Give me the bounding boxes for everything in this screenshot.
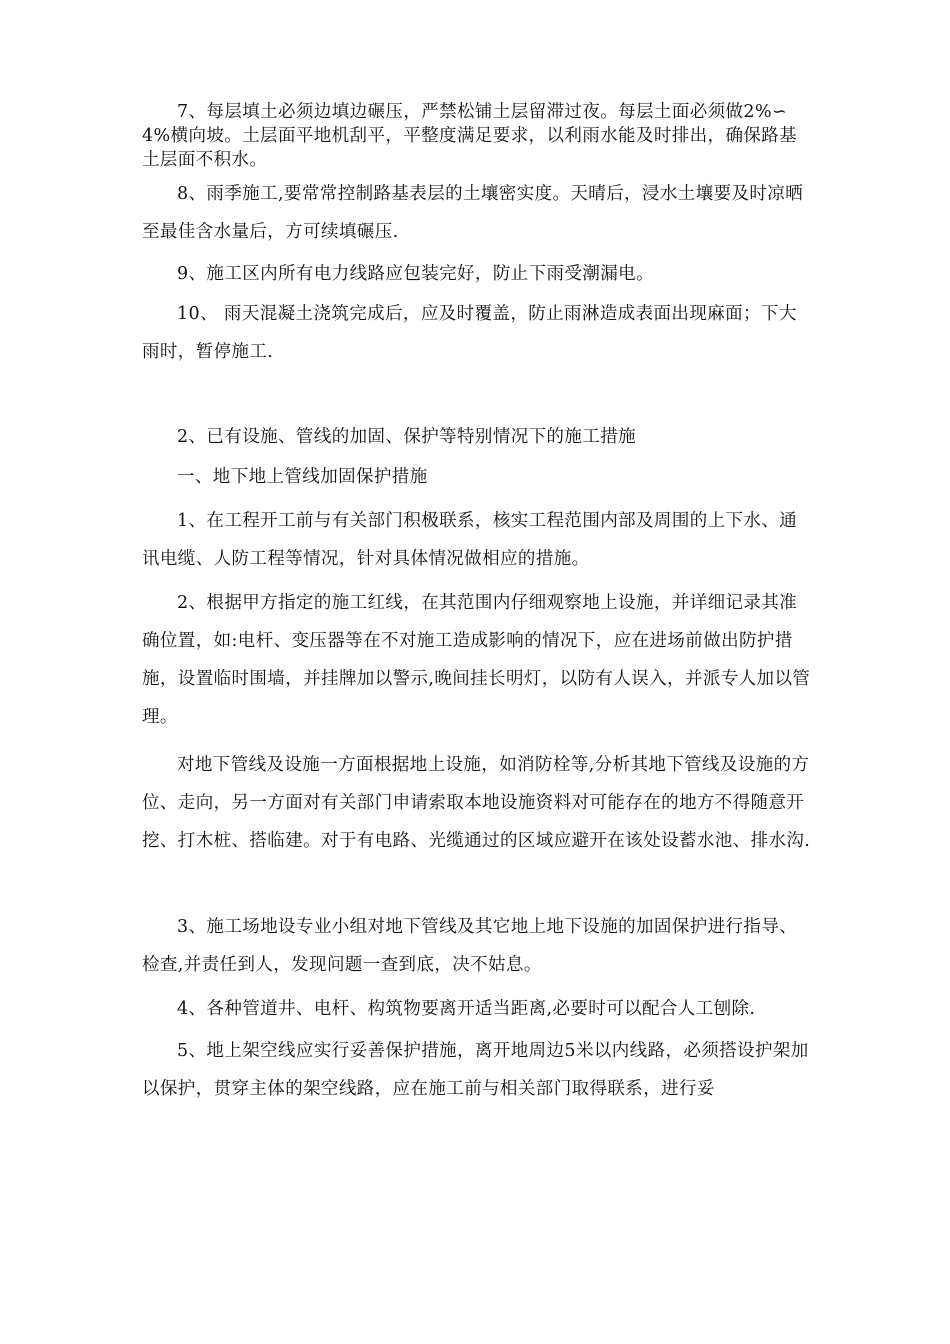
paragraph-item-1: 1、在工程开工前与有关部门积极联系，核实工程范围内部及周围的上下水、通讯电缆、人防工程等情况，针对具体情况做相应的措施。 <box>142 511 798 569</box>
subsection-heading: 一、地下地上管线加固保护措施 <box>177 467 428 487</box>
paragraph-power-lines: 9、施工区内所有电力线路应包装完好，防止下雨受潮漏电。 <box>177 264 654 284</box>
paragraph-rainy-season: 8、雨季施工,要常常控制路基表层的土壤密实度。天晴后，浸水土壤要及时凉晒至最佳含水量后，方可续填碾压. <box>142 184 804 242</box>
paragraph-underground: 对地下管线及设施一方面根据地上设施，如消防栓等,分析其地下管线及设施的方位、走向，另一方面对有关部门申请索取本地设施资料对可能存在的地方不得随意开挖、打木桩、搭临建。对于有电路、光缆通过的区域应避开在该处设蓄水池、排水沟. <box>142 755 811 851</box>
paragraph-item-2: 2、根据甲方指定的施工红线，在其范围内仔细观察地上设施，并详细记录其准确位置，如:电杆、变压器等在不对施工造成影响的情况下，应在进场前做出防护措施，设置临时围墙，并挂牌加以警示,晚间挂长明灯，以防有人误入，并派专人加以管理。 <box>142 593 811 727</box>
paragraph-item-5: 5、地上架空线应实行妥善保护措施，离开地周边5米以内线路，必须搭设护架加以保护，贯穿主体的架空线路，应在施工前与相关部门取得联系，进行妥 <box>142 1041 809 1099</box>
section-heading: 2、已有设施、管线的加固、保护等特别情况下的施工措施 <box>177 427 637 447</box>
paragraph-concrete-rain: 10、 雨天混凝土浇筑完成后，应及时覆盖，防止雨淋造成表面出现麻面；下大雨时，暂停施工. <box>142 304 797 362</box>
paragraph-item-4: 4、各种管道井、电杆、构筑物要离开适当距离,必要时可以配合人工刨除. <box>177 999 756 1019</box>
paragraph-item-3: 3、施工场地设专业小组对地下管线及其它地上地下设施的加固保护进行指导、检查,并责任到人，发现问题一查到底，决不姑息。 <box>142 917 798 975</box>
paragraph-fill-compaction: 7、每层填土必须边填边碾压，严禁松铺土层留滞过夜。每层土面必须做2%∽4%横向坡。土层面平地机刮平，平整度满足要求，以利雨水能及时排出，确保路基土层面不积水。 <box>142 102 798 170</box>
